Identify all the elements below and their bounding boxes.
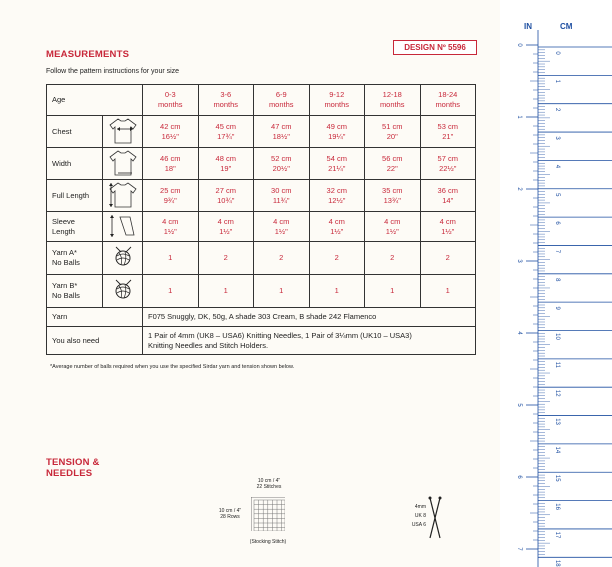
intro-text: Follow the pattern instructions for your size: [46, 68, 180, 75]
measurement-value: 53 cm 21": [420, 116, 476, 148]
table-row-yarn-balls: [47, 275, 476, 308]
measurement-label: Chest: [47, 116, 103, 148]
measurement-value: 4 cm 1½": [198, 212, 254, 242]
ruler-inch-label: IN: [524, 22, 532, 31]
ruler-cm-number: 18: [554, 559, 560, 567]
age-cell: [420, 85, 476, 116]
ruler-cm-number: 8: [554, 278, 560, 282]
ruler-cm-number: 7: [554, 249, 560, 254]
footnote: *Average number of balls required when you use the specified Sirdar yarn and tension shown below.: [50, 364, 295, 370]
yarn-balls-value: 2: [420, 242, 476, 275]
table-row-age: [47, 85, 476, 116]
measurement-value: 48 cm 19": [198, 148, 254, 180]
age-value: 9-12: [329, 90, 345, 99]
age-unit: months: [379, 100, 405, 109]
ruler-cm-number: 14: [554, 446, 560, 454]
tension-swatch-grid-icon: [251, 497, 285, 531]
age-cell: [365, 85, 421, 116]
age-label: Age: [47, 85, 143, 116]
age-unit: months: [435, 100, 461, 109]
measurement-value: 36 cm 14": [420, 180, 476, 212]
tension-width-label: 10 cm / 4": [257, 478, 281, 484]
yarn-balls-value: 1: [143, 242, 199, 275]
sweater-chest-icon: [103, 116, 143, 148]
ruler-inch-number: 7: [516, 547, 522, 551]
ruler-cm-number: 1: [554, 79, 560, 84]
age-value: 6-9: [275, 90, 287, 99]
table-row-yarn-balls: [47, 242, 476, 275]
yarn-ball-icon: [103, 242, 143, 275]
table-row-yarn: [47, 308, 476, 327]
tension-title: [46, 457, 100, 479]
tension-rows: 28 Rows: [220, 514, 240, 520]
measurement-value: 4 cm 1½": [254, 212, 310, 242]
ruler-cm-number: 10: [554, 333, 560, 340]
age-cell: [143, 85, 199, 116]
yarn-balls-label: Yarn B* No Balls: [47, 275, 103, 308]
age-cell: [254, 85, 310, 116]
needle-size: [400, 503, 426, 530]
tension-stitch-type: (Stocking Stitch): [249, 539, 287, 545]
yarn-balls-label: Yarn A* No Balls: [47, 242, 103, 275]
measurement-value: 52 cm 20½": [254, 148, 310, 180]
design-number-badge: DESIGN Nº 5596: [393, 40, 477, 55]
sweater-width-icon: [103, 148, 143, 180]
measurements-table: [46, 84, 476, 355]
tension-height-label: 10 cm / 4": [218, 508, 242, 514]
age-unit: months: [213, 100, 239, 109]
yarn-balls-value: 1: [143, 275, 199, 308]
tension-stitches: 22 Stitches: [256, 484, 282, 490]
ruler-cm-number: 3: [554, 136, 560, 140]
also-need-text: [143, 327, 476, 355]
measurement-value: 30 cm 11¾": [254, 180, 310, 212]
table-row-measurement: [47, 148, 476, 180]
ruler-cm-number: 0: [554, 51, 560, 55]
measurement-value: 4 cm 1½": [365, 212, 421, 242]
needle-uk: UK 8: [414, 513, 426, 519]
ruler-cm-number: 4: [554, 164, 560, 169]
ruler-scale: [500, 0, 612, 567]
knitting-needles-icon: [427, 496, 443, 540]
ruler-cm-number: 13: [554, 418, 560, 425]
ruler-cm-number: 6: [554, 221, 560, 225]
measurement-value: 27 cm 10¾": [198, 180, 254, 212]
yarn-balls-value: 1: [365, 275, 421, 308]
measurement-value: 35 cm 13¾": [365, 180, 421, 212]
table-row-measurement: [47, 180, 476, 212]
measurement-label: Sleeve Length: [47, 212, 103, 242]
measurement-value: 51 cm 20": [365, 116, 421, 148]
ruler-cm-label: CM: [560, 22, 573, 31]
tension-height: [210, 508, 250, 520]
ruler-cm-number: 15: [554, 474, 560, 482]
ruler-cm-number: 17: [554, 531, 560, 539]
measurements-title: MEASUREMENTS: [46, 49, 130, 60]
ruler-cm-number: 2: [554, 108, 560, 112]
yarn-balls-value: 1: [198, 275, 254, 308]
measurement-value: 46 cm 18": [143, 148, 199, 180]
yarn-balls-value: 2: [254, 242, 310, 275]
measuring-ruler: [500, 0, 612, 567]
also-need-line: Knitting Needles and Stitch Holders.: [148, 340, 269, 350]
age-value: 12-18: [382, 90, 402, 99]
age-cell: [198, 85, 254, 116]
measurement-label: Width: [47, 148, 103, 180]
measurement-value: 4 cm 1½": [143, 212, 199, 242]
ruler-cm-number: 11: [554, 361, 560, 368]
yarn-balls-value: 1: [420, 275, 476, 308]
age-unit: months: [268, 100, 294, 109]
age-unit: months: [157, 100, 183, 109]
measurement-value: 54 cm 21¼": [309, 148, 365, 180]
ruler-inch-number: 6: [516, 475, 522, 479]
yarn-balls-value: 1: [254, 275, 310, 308]
sleeve-length-icon: [103, 212, 143, 242]
measurement-value: 56 cm 22": [365, 148, 421, 180]
also-need-label: You also need: [47, 327, 143, 355]
measurement-label: Full Length: [47, 180, 103, 212]
measurement-value: 32 cm 12½": [309, 180, 365, 212]
table-row-measurement: [47, 212, 476, 242]
also-need-line: 1 Pair of 4mm (UK8 – USA6) Knitting Needles, 1 Pair of 3¼mm (UK10 – USA3): [148, 330, 412, 340]
ruler-inch-number: 0: [516, 43, 522, 47]
age-value: 18-24: [438, 90, 458, 99]
yarn-text: F075 Snuggly, DK, 50g, A shade 303 Cream, B shade 242 Flamenco: [143, 308, 476, 327]
age-value: 3-6: [220, 90, 232, 99]
measurement-value: 4 cm 1½": [309, 212, 365, 242]
table-row-measurement: [47, 116, 476, 148]
yarn-balls-value: 1: [309, 275, 365, 308]
ruler-inch-number: 4: [516, 331, 522, 335]
age-value: 0-3: [164, 90, 176, 99]
table-row-also-need: [47, 327, 476, 355]
sweater-length-icon: [103, 180, 143, 212]
ruler-inch-number: 5: [516, 403, 522, 407]
tension-title-line: NEEDLES: [46, 468, 93, 479]
age-unit: months: [324, 100, 350, 109]
needle-mm: 4mm: [414, 504, 426, 510]
measurement-value: 25 cm 9¾": [143, 180, 199, 212]
ruler-inch-number: 2: [516, 187, 522, 191]
measurement-value: 47 cm 18½": [254, 116, 310, 148]
yarn-balls-value: 2: [365, 242, 421, 275]
tension-title-line: TENSION &: [46, 457, 100, 468]
age-cell: [309, 85, 365, 116]
needle-usa: USA 6: [411, 522, 426, 528]
ruler-cm-number: 5: [554, 193, 560, 197]
measurement-value: 45 cm 17¾": [198, 116, 254, 148]
measurement-value: 57 cm 22½": [420, 148, 476, 180]
measurement-value: 4 cm 1½": [420, 212, 476, 242]
ruler-cm-number: 16: [554, 503, 560, 510]
yarn-balls-value: 2: [309, 242, 365, 275]
measurement-value: 49 cm 19¼": [309, 116, 365, 148]
measurement-value: 42 cm 16½": [143, 116, 199, 148]
yarn-label: Yarn: [47, 308, 143, 327]
yarn-balls-value: 2: [198, 242, 254, 275]
ruler-inch-number: 3: [516, 259, 522, 263]
ruler-inch-number: 1: [516, 115, 522, 119]
yarn-ball-icon: [103, 275, 143, 308]
ruler-cm-number: 9: [554, 306, 560, 310]
ruler-cm-number: 12: [554, 389, 560, 397]
tension-width: [244, 478, 294, 490]
